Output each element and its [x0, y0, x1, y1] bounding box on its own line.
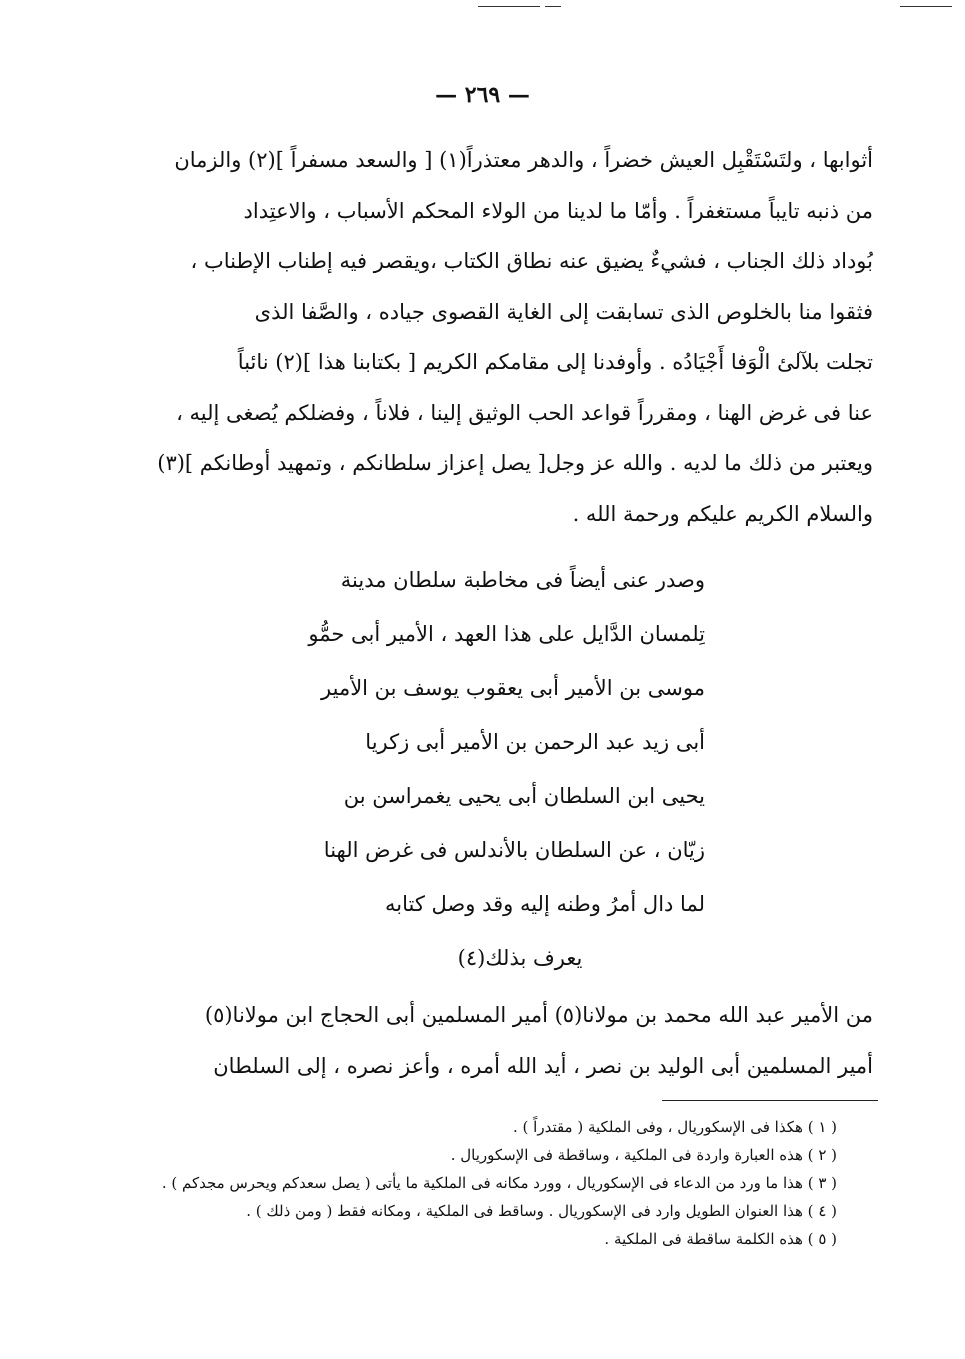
heading-line: لما دال أمرُ وطنه إليه وقد وصل كتابه	[385, 892, 705, 916]
text-line: من الأمير عبد الله محمد بن مولانا(٥) أمير المسلمين أبى الحجاج ابن مولانا(٥)	[204, 1003, 873, 1027]
heading-line: تِلمسان الدَّايل على هذا العهد ، الأمير أبى حمُّو	[308, 622, 705, 646]
top-scan-rule	[900, 6, 952, 7]
footnote: ( ٣ ) هذا ما ورد من الدعاء فى الإسكوريال ، وورد مكانه فى الملكية ما يأتى ( يصل سعدكم ويحرس مجدكم ) .	[161, 1174, 837, 1192]
text-line: ويعتبر من ذلك ما لديه . والله عز وجل[ يصل إعزاز سلطانكم ، وتمهيد أوطانكم ](٣)	[157, 451, 873, 475]
letter-paragraph	[135, 990, 873, 1091]
heading-line: موسى بن الأمير أبى يعقوب يوسف بن الأمير	[321, 676, 705, 700]
text-line: بُوداد ذلك الجناب ، فشيءٌ يضيق عنه نطاق الكتاب ،ويقصر فيه إطناب الإطناب ،	[190, 249, 873, 273]
heading-line: يحيى ابن السلطان أبى يحيى يغمراسن بن	[343, 784, 705, 808]
top-scan-rule	[478, 6, 540, 7]
heading-line: وصدر عنى أيضاً فى مخاطبة سلطان مدينة	[340, 568, 705, 592]
main-paragraph	[135, 135, 873, 539]
text-line: والسلام الكريم عليكم ورحمة الله .	[572, 501, 873, 526]
footnotes	[120, 1113, 837, 1253]
text-line: تجلت بلآلئ الْوَفا أَجْيَادُه . وأوفدنا إلى مقامكم الكريم [ بكتابنا هذا ](٢) نائباً	[237, 350, 873, 374]
page-number: — ٢٦٩ —	[435, 82, 530, 108]
text-line: عنا فى غرض الهنا ، ومقرراً قواعد الحب الوثيق إلينا ، فلاناً ، وفضلكم يُصغى إليه ،	[176, 400, 873, 425]
heading-line: زيّان ، عن السلطان بالأندلس فى غرض الهنا	[323, 838, 705, 862]
text-line: من ذنبه تايباً مستغفراً . وأمّا ما لدينا من الولاء المحكم الأسباب ، والاعتِداد	[243, 198, 873, 223]
text-line: أمير المسلمين أبى الوليد بن نصر ، أيد الله أمره ، وأعز نصره ، إلى السلطان	[213, 1053, 873, 1078]
footnote: ( ٥ ) هذه الكلمة ساقطة فى الملكية .	[604, 1230, 837, 1248]
heading-line: يعرف بذلك(٤)	[457, 946, 583, 970]
text-line: فثقوا منا بالخلوص الذى تسابقت إلى الغاية القصوى جياده ، والصَّفا الذى	[254, 299, 873, 324]
footnote: ( ٢ ) هذه العبارة واردة فى الملكية ، وساقطة فى الإسكوريال .	[450, 1146, 837, 1164]
text-line: أثوابها ، ولتَسْتَقْبِل العيش خضراً ، والدهر معتذراً(١) [ والسعد مسفراً ](٢) والزمان	[174, 148, 873, 172]
heading-line: أبى زيد عبد الرحمن بن الأمير أبى زكريا	[365, 730, 705, 754]
footnote: ( ٤ ) هذا العنوان الطويل وارد فى الإسكوريال . وساقط فى الملكية ، ومكانه فقط ( ومن ذلك ) .	[246, 1202, 837, 1220]
footnote: ( ١ ) هكذا فى الإسكوريال ، وفى الملكية ( مقتدراً ) .	[513, 1118, 837, 1136]
footnote-divider	[662, 1100, 878, 1101]
section-heading	[255, 553, 705, 985]
top-scan-rule	[545, 6, 561, 7]
